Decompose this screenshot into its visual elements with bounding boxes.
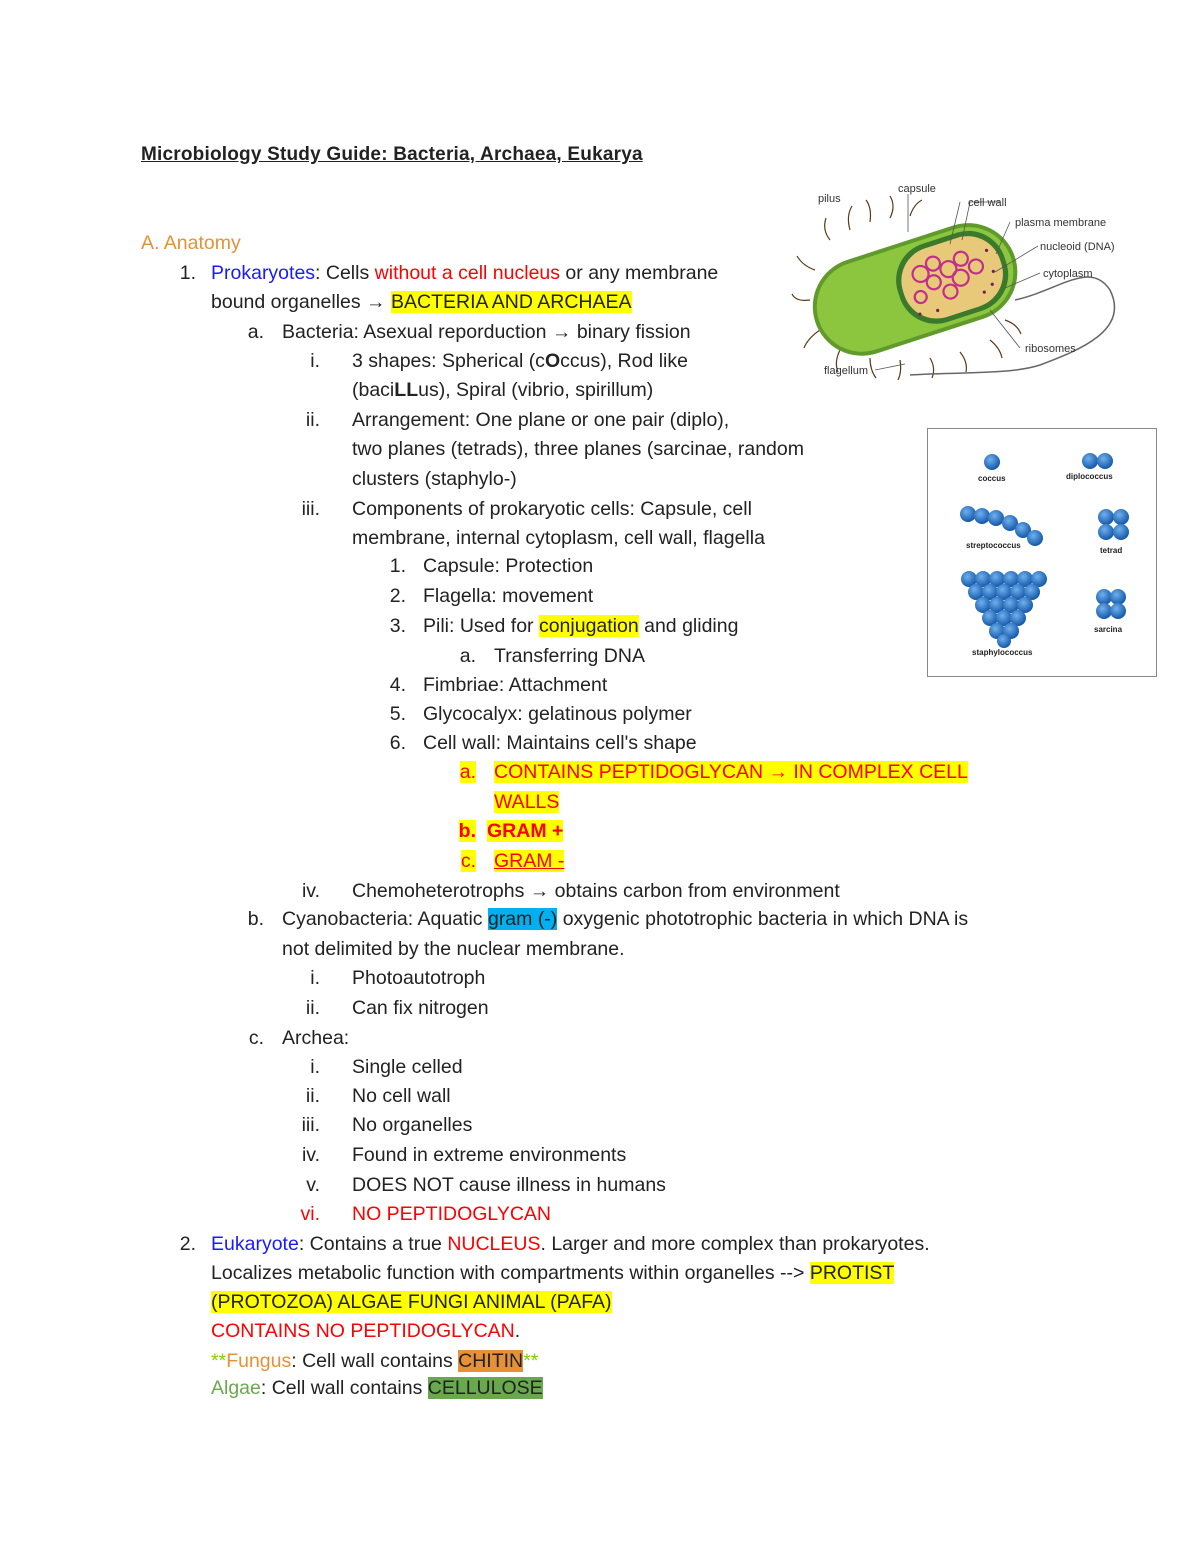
label-pilus: pilus — [818, 193, 841, 205]
list-marker: i. — [310, 1056, 320, 1078]
label-plasma-membrane: plasma membrane — [1015, 217, 1107, 229]
algae-line: Algae: Cell wall contains CELLULOSE — [211, 1377, 543, 1399]
list-marker: ii. — [305, 997, 320, 1019]
label-capsule: capsule — [898, 183, 936, 195]
term-fungus: Fungus — [226, 1350, 292, 1372]
fungus-line: **Fungus: Cell wall contains CHITIN** — [211, 1350, 539, 1372]
list-marker: ii. — [305, 409, 320, 431]
list-marker: iv. — [301, 1144, 320, 1166]
list-marker: c. — [460, 850, 476, 872]
label-ribosomes: ribosomes — [1025, 343, 1076, 355]
label-cytoplasm: cytoplasm — [1043, 268, 1093, 280]
list-item: Found in extreme environments — [352, 1144, 627, 1166]
list-marker: 6. — [389, 732, 406, 754]
list-marker: 1. — [179, 262, 196, 284]
list-item: Single celled — [352, 1056, 463, 1078]
eukaryote-line-2: Localizes metabolic function with compartments within organelles --> PROTIST — [211, 1262, 895, 1284]
bacteria-line: Bacteria: Asexual reporduction → binary fission — [282, 321, 691, 343]
label-streptococcus: streptococcus — [966, 541, 1021, 550]
photoautotroph-line: Photoautotroph — [352, 967, 486, 989]
sarcina-shape — [1096, 589, 1126, 619]
highlight-bacteria-archaea: BACTERIA AND ARCHAEA — [390, 291, 632, 313]
highlight-chitin: CHITIN — [458, 1350, 524, 1372]
capsule-line: Capsule: Protection — [423, 555, 594, 577]
list-marker: b. — [247, 908, 264, 930]
arrangement-line-3: clusters (staphylo-) — [352, 468, 517, 490]
list-marker: 2. — [389, 585, 406, 607]
highlight-pafa: (PROTOZOA) ALGAE FUNGI ANIMAL (PAFA) — [211, 1291, 612, 1313]
list-marker: iii. — [301, 1114, 320, 1136]
label-nucleoid: nucleoid (DNA) — [1040, 241, 1115, 253]
list-marker: a. — [459, 761, 476, 783]
list-marker: b. — [458, 820, 476, 842]
highlight-cellulose: CELLULOSE — [427, 1377, 543, 1399]
transferring-dna-line: Transferring DNA — [494, 645, 645, 667]
prokaryotes-line-1: Prokaryotes: Cells without a cell nucleus or any membrane — [211, 262, 719, 284]
term-eukaryote: Eukaryote — [211, 1233, 299, 1255]
eukaryote-line-3 — [211, 1287, 612, 1317]
archea-line: Archea: — [282, 1027, 350, 1049]
peptidoglycan-line-1: CONTAINS PEPTIDOGLYCAN → IN COMPLEX CELL — [494, 761, 968, 783]
shapes-line-1: 3 shapes: Spherical (cOccus), Rod like — [352, 350, 688, 372]
streptococcus-shape — [960, 506, 1043, 546]
label-flagellum: flagellum — [824, 365, 869, 377]
document-title: Microbiology Study Guide: Bacteria, Archaea, Eukarya — [141, 144, 643, 165]
list-item: DOES NOT cause illness in humans — [352, 1174, 666, 1196]
list-marker: a. — [459, 645, 476, 667]
pili-line: Pili: Used for conjugation and gliding — [423, 615, 739, 637]
label-coccus: coccus — [978, 474, 1006, 483]
cyanobacteria-line-2: not delimited by the nuclear membrane. — [282, 938, 625, 960]
highlight-protist: PROTIST — [809, 1262, 895, 1284]
term-prokaryotes: Prokaryotes — [211, 262, 316, 284]
list-marker: v. — [306, 1174, 320, 1196]
glycocalyx-line: Glycocalyx: gelatinous polymer — [423, 703, 692, 725]
tetrad-shape — [1098, 509, 1129, 540]
list-marker: iv. — [301, 880, 320, 902]
components-line-1: Components of prokaryotic cells: Capsule, cell — [352, 498, 752, 520]
nitrogen-line: Can fix nitrogen — [352, 997, 489, 1019]
gram-negative-line: GRAM - — [494, 850, 565, 872]
label-staphylococcus: staphylococcus — [972, 648, 1033, 657]
eukaryote-line-4: CONTAINS NO PEPTIDOGLYCAN. — [211, 1320, 521, 1342]
cocci-arrangements-diagram — [927, 428, 1157, 677]
list-marker: i. — [310, 350, 320, 372]
term-algae: Algae — [211, 1377, 261, 1399]
cell-wall-line: Cell wall: Maintains cell's shape — [423, 732, 697, 754]
label-cell-wall: cell wall — [968, 197, 1007, 209]
list-marker: iii. — [301, 498, 320, 520]
prokaryotes-line-2: bound organelles → BACTERIA AND ARCHAEA — [211, 291, 632, 313]
gram-positive-line: GRAM + — [487, 820, 564, 842]
highlight-conjugation: conjugation — [538, 615, 639, 637]
highlight-gram-negative: gram (-) — [487, 908, 558, 930]
arrangement-line-2: two planes (tetrads), three planes (sarcinae, random — [352, 438, 804, 460]
shapes-line-2: (baciLLus), Spiral (vibrio, spirillum) — [352, 379, 654, 401]
list-marker: ii. — [305, 1085, 320, 1107]
list-item: No cell wall — [352, 1085, 451, 1107]
list-marker: 3. — [389, 615, 406, 637]
label-tetrad: tetrad — [1100, 546, 1123, 555]
peptidoglycan-line-2: WALLS — [494, 791, 560, 813]
staphylococcus-shape — [961, 571, 1047, 648]
diplococcus-shape — [1082, 453, 1113, 469]
list-marker: vi. — [300, 1203, 320, 1225]
list-marker: 5. — [389, 703, 406, 725]
section-heading-anatomy: A. Anatomy — [141, 232, 241, 254]
list-item: No organelles — [352, 1114, 473, 1136]
coccus-shape — [984, 454, 1000, 470]
list-marker: i. — [310, 967, 320, 989]
list-marker: 2. — [179, 1233, 196, 1255]
list-marker: 4. — [389, 674, 406, 696]
list-item: NO PEPTIDOGLYCAN — [352, 1203, 552, 1225]
prokaryotic-cell-diagram — [790, 180, 1130, 385]
arrangement-line-1: Arrangement: One plane or one pair (diplo), — [352, 409, 730, 431]
list-marker: 1. — [389, 555, 406, 577]
flagella-line: Flagella: movement — [423, 585, 594, 607]
fimbriae-line: Fimbriae: Attachment — [423, 674, 608, 696]
list-marker: c. — [248, 1027, 264, 1049]
eukaryote-line-1: Eukaryote: Contains a true NUCLEUS. Larger and more complex than prokaryotes. — [211, 1233, 930, 1255]
chemoheterotrophs-line: Chemoheterotrophs → obtains carbon from environment — [352, 880, 840, 902]
components-line-2: membrane, internal cytoplasm, cell wall, flagella — [352, 527, 765, 549]
cyanobacteria-line-1: Cyanobacteria: Aquatic gram (-) oxygenic phototrophic bacteria in which DNA is — [282, 908, 969, 930]
label-diplococcus: diplococcus — [1066, 472, 1113, 481]
label-sarcina: sarcina — [1094, 625, 1123, 634]
list-marker: a. — [247, 321, 264, 343]
